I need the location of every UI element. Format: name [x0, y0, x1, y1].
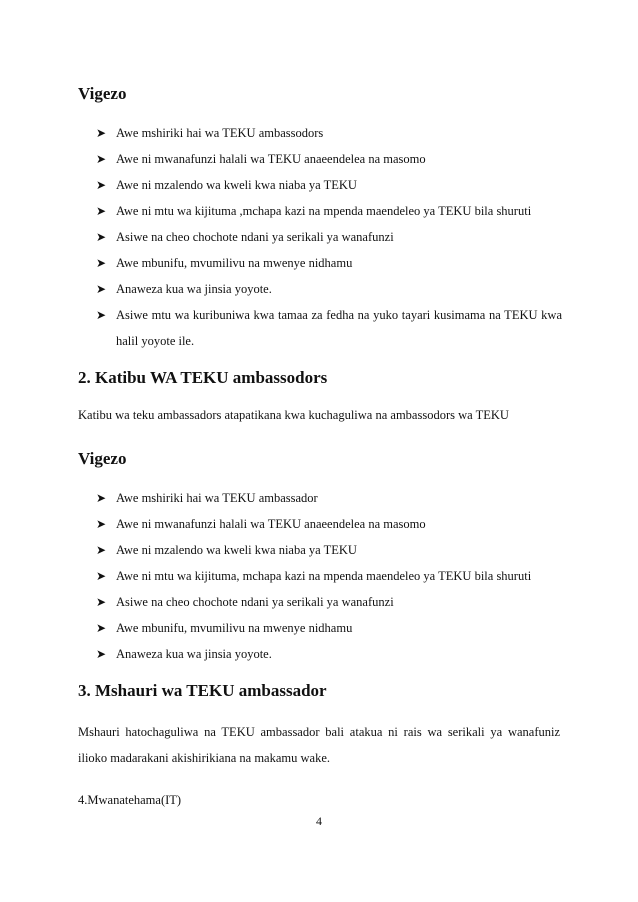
- katibu-paragraph: Katibu wa teku ambassadors atapatikana kwa kuchaguliwa na ambassodors wa TEKU: [78, 408, 509, 422]
- list-item: ➤ Awe mshiriki hai wa TEKU ambassodors: [96, 120, 566, 146]
- list-item: ➤ Awe ni mzalendo wa kweli kwa niaba ya TEKU: [96, 537, 566, 563]
- list-item: ➤ Awe ni mtu wa kijituma, mchapa kazi na mpenda maendeleo ya TEKU bila shuruti: [96, 563, 566, 589]
- vigezo-list-1: [96, 120, 566, 354]
- list-item: ➤ Awe ni mwanafunzi halali wa TEKU anaeendelea na masomo: [96, 146, 566, 172]
- arrow-bullet-icon: ➤: [96, 308, 107, 322]
- section-heading-vigezo-2: Vigezo: [78, 449, 127, 468]
- list-item: ➤ Anaweza kua wa jinsia yoyote.: [96, 276, 566, 302]
- vigezo-list-2: [96, 485, 566, 667]
- arrow-bullet-icon: ➤: [96, 569, 107, 583]
- page-number: 4: [316, 814, 322, 828]
- section-heading-vigezo: Vigezo: [78, 84, 127, 103]
- section-heading-mshauri: 3. Mshauri wa TEKU ambassador: [78, 681, 327, 700]
- arrow-bullet-icon: ➤: [96, 647, 107, 661]
- list-item: ➤ Awe mbunifu, mvumilivu na mwenye nidhamu: [96, 250, 566, 276]
- mshauri-paragraph: Mshauri hatochaguliwa na TEKU ambassador bali atakua ni rais wa serikali ya wanafuniz ilioko madarakani akishirikiana na makamu wake.: [78, 725, 560, 765]
- arrow-bullet-icon: ➤: [96, 230, 107, 244]
- arrow-bullet-icon: ➤: [96, 282, 107, 296]
- section-label-mwanatehama: 4.Mwanatehama(IT): [78, 793, 182, 807]
- list-item: ➤ Awe ni mwanafunzi halali wa TEKU anaeendelea na masomo: [96, 511, 566, 537]
- list-item: ➤ Awe ni mtu wa kijituma ,mchapa kazi na mpenda maendeleo ya TEKU bila shuruti: [96, 198, 566, 224]
- arrow-bullet-icon: ➤: [96, 595, 107, 609]
- arrow-bullet-icon: ➤: [96, 621, 107, 635]
- arrow-bullet-icon: ➤: [96, 204, 107, 218]
- arrow-bullet-icon: ➤: [96, 543, 107, 557]
- list-item: ➤ Awe mshiriki hai wa TEKU ambassador: [96, 485, 566, 511]
- list-item: ➤ Anaweza kua wa jinsia yoyote.: [96, 641, 566, 667]
- arrow-bullet-icon: ➤: [96, 178, 107, 192]
- arrow-bullet-icon: ➤: [96, 256, 107, 270]
- list-item: ➤ Asiwe na cheo chochote ndani ya serikali ya wanafunzi: [96, 589, 566, 615]
- list-item: ➤ Awe ni mzalendo wa kweli kwa niaba ya TEKU: [96, 172, 566, 198]
- arrow-bullet-icon: ➤: [96, 126, 107, 140]
- section-heading-katibu: 2. Katibu WA TEKU ambassodors: [78, 368, 328, 387]
- arrow-bullet-icon: ➤: [96, 517, 107, 531]
- arrow-bullet-icon: ➤: [96, 491, 107, 505]
- list-item: ➤ Awe mbunifu, mvumilivu na mwenye nidhamu: [96, 615, 566, 641]
- arrow-bullet-icon: ➤: [96, 152, 107, 166]
- list-item: ➤ Asiwe na cheo chochote ndani ya serikali ya wanafunzi: [96, 224, 566, 250]
- list-item: ➤ Asiwe mtu wa kuribuniwa kwa tamaa za fedha na yuko tayari kusimama na TEKU kwa halil yoyote ile.: [96, 302, 562, 354]
